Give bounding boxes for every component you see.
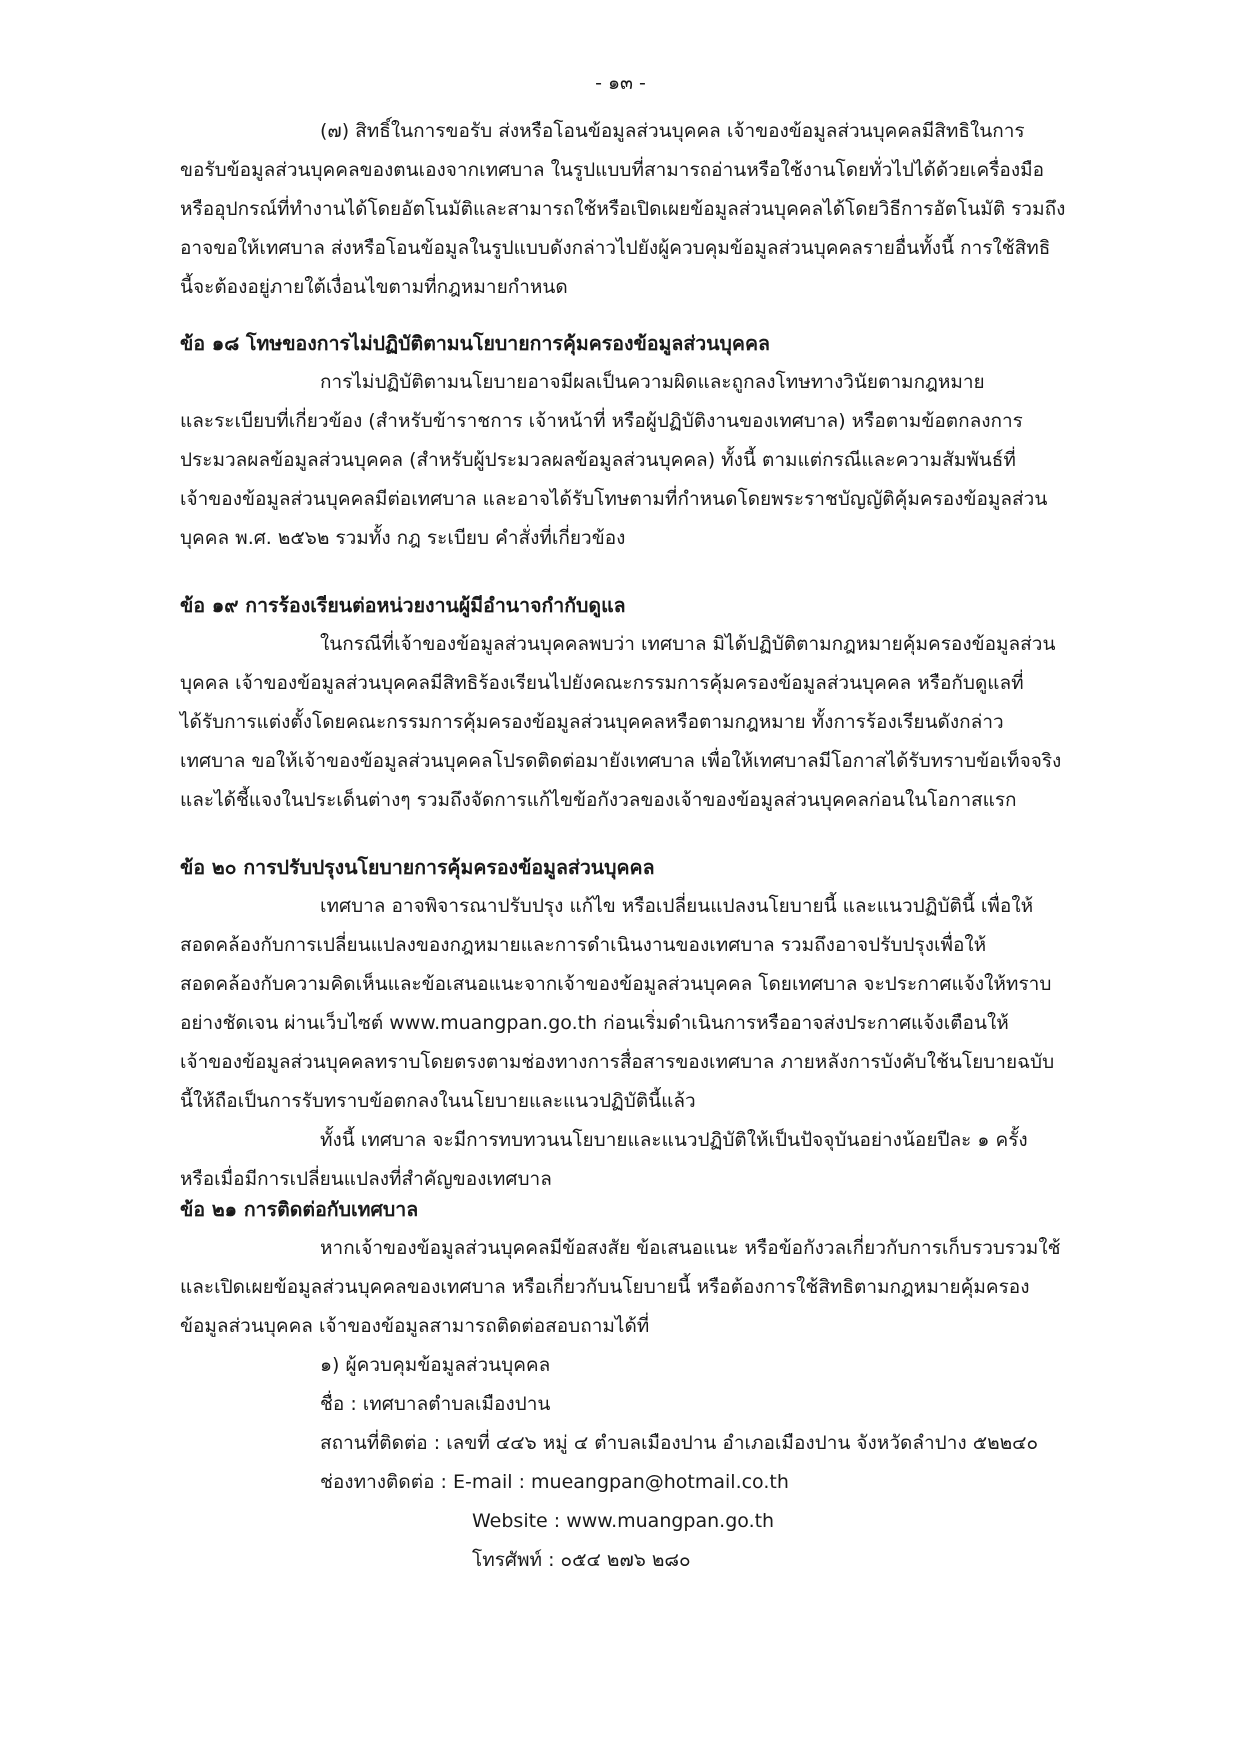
text-line: และระเบียบที่เกี่ยวข้อง (สำหรับข้าราชการ เจ้าหน้าที่ หรือผู้ปฏิบัติงานของเทศบาล) หรือตามข้อตกลงการ xyxy=(180,410,1023,432)
contact-website: Website : www.muangpan.go.th xyxy=(472,1510,775,1532)
text-line: ในกรณีที่เจ้าของข้อมูลส่วนบุคคลพบว่า เทศบาล มิได้ปฏิบัติตามกฎหมายคุ้มครองข้อมูลส่วน xyxy=(320,633,1056,655)
text-line: บุคคล พ.ศ. ๒๕๖๒ รวมทั้ง กฎ ระเบียบ คำสั่งที่เกี่ยวข้อง xyxy=(180,527,626,549)
section-heading: ข้อ ๑๘ โทษของการไม่ปฏิบัติตามนโยบายการคุ้มครองข้อมูลส่วนบุคคล xyxy=(180,332,770,355)
section-heading: ข้อ ๒๐ การปรับปรุงนโยบายการคุ้มครองข้อมูลส่วนบุคคล xyxy=(180,856,655,879)
section-7-paragraph xyxy=(180,112,1110,307)
text-line: ทั้งนี้ เทศบาล จะมีการทบทวนนโยบายและแนวปฏิบัติให้เป็นปัจจุบันอย่างน้อยปีละ ๑ ครั้ง xyxy=(320,1129,1028,1151)
text-line: ขอรับข้อมูลส่วนบุคคลของตนเองจากเทศบาล ในรูปแบบที่สามารถอ่านหรือใช้งานโดยทั่วไปได้ด้วยเครื่องมือ xyxy=(180,159,1045,181)
contact-name: ชื่อ : เทศบาลตำบลเมืองปาน xyxy=(320,1393,551,1415)
text-line: สอดคล้องกับการเปลี่ยนแปลงของกฎหมายและการดำเนินงานของเทศบาล รวมถึงอาจปรับปรุงเพื่อให้ xyxy=(180,934,987,956)
text-line: ได้รับการแต่งตั้งโดยคณะกรรมการคุ้มครองข้อมูลส่วนบุคคลหรือตามกฎหมาย ทั้งการร้องเรียนดังกล่าว xyxy=(180,711,1004,733)
text-line: และได้ชี้แจงในประเด็นต่างๆ รวมถึงจัดการแก้ไขข้อกังวลของเจ้าของข้อมูลส่วนบุคคลก่อนในโอกาสแรก xyxy=(180,789,1017,811)
text-line: เทศบาล ขอให้เจ้าของข้อมูลส่วนบุคคลโปรดติดต่อมายังเทศบาล เพื่อให้เทศบาลมีโอกาสได้รับทราบข้อเท็จจริง xyxy=(180,750,1062,772)
text-line: เจ้าของข้อมูลส่วนบุคคลมีต่อเทศบาล และอาจได้รับโทษตามที่กำหนดโดยพระราชบัญญัติคุ้มครองข้อมูลส่วน xyxy=(180,488,1048,510)
contact-details xyxy=(320,1346,1120,1580)
text-line: ข้อมูลส่วนบุคคล เจ้าของข้อมูลสามารถติดต่อสอบถามได้ที่ xyxy=(180,1315,650,1337)
section-20 xyxy=(180,848,1110,1199)
text-line: บุคคล เจ้าของข้อมูลส่วนบุคคลมีสิทธิร้องเรียนไปยังคณะกรรมการคุ้มครองข้อมูลส่วนบุคคล หรือกับดูแลที่ xyxy=(180,672,1024,694)
text-line: หากเจ้าของข้อมูลส่วนบุคคลมีข้อสงสัย ข้อเสนอแนะ หรือข้อกังวลเกี่ยวกับการเก็บรวบรวมใช้ xyxy=(320,1237,1061,1259)
text-line: (๗) สิทธิ์ในการขอรับ ส่งหรือโอนข้อมูลส่วนบุคคล เจ้าของข้อมูลส่วนบุคคลมีสิทธิในการ xyxy=(320,120,1025,142)
text-line: หรือเมื่อมีการเปลี่ยนแปลงที่สำคัญของเทศบาล xyxy=(180,1168,552,1190)
contact-controller: ๑) ผู้ควบคุมข้อมูลส่วนบุคคล xyxy=(320,1354,551,1376)
text-line: และเปิดเผยข้อมูลส่วนบุคคลของเทศบาล หรือเกี่ยวกับนโยบายนี้ หรือต้องการใช้สิทธิตามกฎหมายคุ้มครอง xyxy=(180,1276,1030,1298)
text-line: การไม่ปฏิบัติตามนโยบายอาจมีผลเป็นความผิดและถูกลงโทษทางวินัยตามกฎหมาย xyxy=(320,371,985,393)
text-line: สอดคล้องกับความคิดเห็นและข้อเสนอแนะจากเจ้าของข้อมูลส่วนบุคคล โดยเทศบาล จะประกาศแจ้งให้ทราบ xyxy=(180,973,1052,995)
text-line: อาจขอให้เทศบาล ส่งหรือโอนข้อมูลในรูปแบบดังกล่าวไปยังผู้ควบคุมข้อมูลส่วนบุคคลรายอื่นทั้งนี้ การใช้สิทธิ xyxy=(180,237,1051,259)
text-line: นี้ให้ถือเป็นการรับทราบข้อตกลงในนโยบายและแนวปฏิบัตินี้แล้ว xyxy=(180,1090,696,1112)
text-line: เจ้าของข้อมูลส่วนบุคคลทราบโดยตรงตามช่องทางการสื่อสารของเทศบาล ภายหลังการบังคับใช้นโยบายฉบับ xyxy=(180,1051,1055,1073)
section-heading: ข้อ ๑๙ การร้องเรียนต่อหน่วยงานผู้มีอำนาจกำกับดูแล xyxy=(180,594,626,617)
section-18 xyxy=(180,324,1110,558)
contact-email: ช่องทางติดต่อ : E-mail : mueangpan@hotmail.co.th xyxy=(320,1471,789,1493)
text-line: นี้จะต้องอยู่ภายใต้เงื่อนไขตามที่กฎหมายกำหนด xyxy=(180,276,568,298)
page-number: - ๑๓ - xyxy=(595,72,646,94)
contact-address: สถานที่ติดต่อ : เลขที่ ๔๔๖ หมู่ ๔ ตำบลเมืองปาน อำเภอเมืองปาน จังหวัดลำปาง ๕๒๒๔๐ xyxy=(320,1432,1039,1454)
section-19 xyxy=(180,586,1110,820)
text-line: หรืออุปกรณ์ที่ทำงานได้โดยอัตโนมัติและสามารถใช้หรือเปิดเผยข้อมูลส่วนบุคคลได้โดยวิธีการอัตโนมัติ รวมถึง xyxy=(180,198,1066,220)
section-heading: ข้อ ๒๑ การติดต่อกับเทศบาล xyxy=(180,1198,419,1221)
text-line: เทศบาล อาจพิจารณาปรับปรุง แก้ไข หรือเปลี่ยนแปลงนโยบายนี้ และแนวปฏิบัตินี้ เพื่อให้ xyxy=(320,895,1034,917)
section-21 xyxy=(180,1190,1110,1346)
text-line: ประมวลผลข้อมูลส่วนบุคคล (สำหรับผู้ประมวลผลข้อมูลส่วนบุคคล) ทั้งนี้ ตามแต่กรณีและความสัมพันธ์ที่ xyxy=(180,449,1016,471)
contact-phone: โทรศัพท์ : ๐๕๔ ๒๗๖ ๒๘๐ xyxy=(472,1549,691,1571)
text-line: อย่างชัดเจน ผ่านเว็บไซต์ www.muangpan.go.th ก่อนเริ่มดำเนินการหรืออาจส่งประกาศแจ้งเตือนให้ xyxy=(180,1012,1009,1034)
